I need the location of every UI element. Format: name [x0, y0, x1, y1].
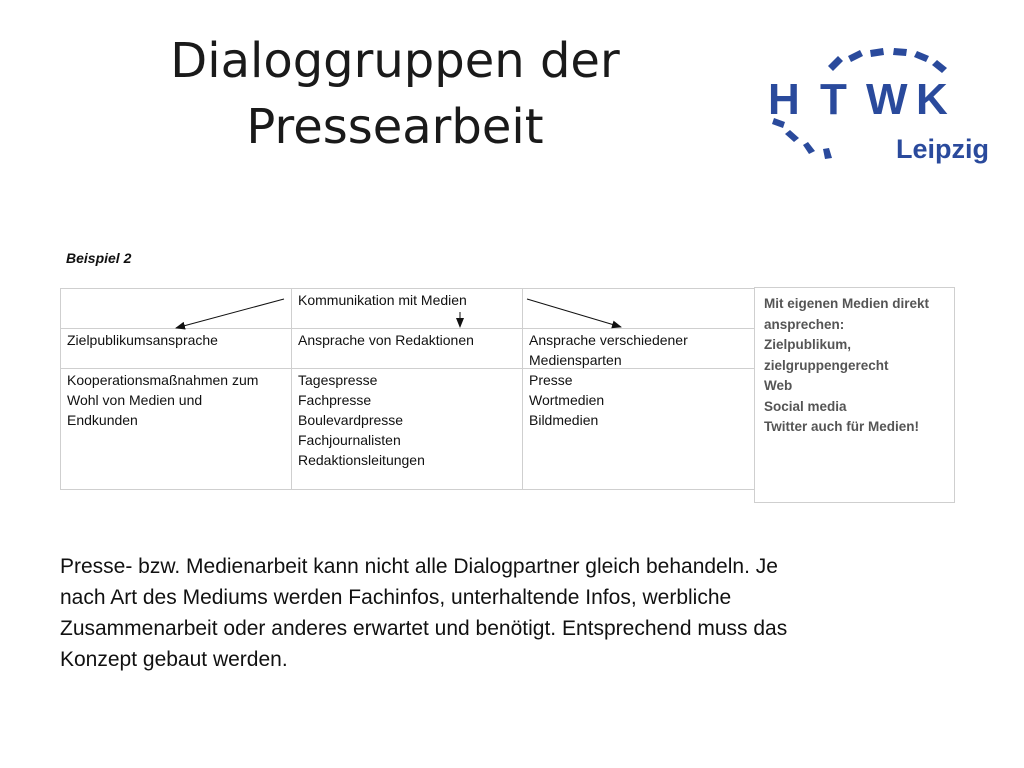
table-border-row1 — [60, 328, 754, 329]
logo-letter-t: T — [820, 75, 847, 124]
cell-kooperation — [67, 370, 258, 430]
table-border-bottom — [60, 489, 754, 490]
cell-mediensparten — [529, 330, 688, 370]
note-line: zielgruppengerecht — [764, 357, 889, 373]
logo-arc-dash — [893, 48, 907, 56]
dialog-groups-table — [60, 288, 754, 490]
htwk-leipzig-logo — [766, 44, 992, 166]
note-line: Mit eigenen Medien direkt — [764, 296, 930, 311]
logo-letter-h: H — [768, 75, 800, 124]
list-item: Fachpresse — [298, 392, 372, 408]
example-label: Beispiel 2 — [66, 250, 132, 266]
paragraph-line: nach Art des Mediums werden Fachinfos, unterhaltende Infos, werbliche — [60, 586, 732, 609]
own-media-note — [754, 287, 955, 503]
cell-mediensparten-line1: Ansprache verschiedener — [529, 332, 688, 348]
logo-arc-dash — [914, 51, 929, 62]
list-item: Kooperationsmaßnahmen zum — [67, 372, 259, 388]
cell-zielpublikum: Zielpublikumsansprache — [67, 332, 218, 348]
logo-arc-dash — [828, 56, 843, 71]
note-line: Zielpublikum, — [764, 337, 852, 352]
title-line-2: Pressearbeit — [246, 99, 544, 155]
logo-arc-dash — [870, 48, 884, 57]
logo-letter-w: W — [866, 75, 908, 124]
list-item: Endkunden — [67, 412, 138, 428]
table-divider-1 — [291, 288, 292, 490]
logo-letters — [768, 75, 989, 164]
cell-presse-typen — [298, 370, 425, 470]
paragraph-line: Zusammenarbeit oder anderes erwartet und benötigt. Entsprechend muss das — [60, 617, 788, 640]
list-item: Bildmedien — [529, 412, 599, 428]
logo-arc-dash — [803, 142, 815, 154]
list-item: Fachjournalisten — [298, 432, 401, 448]
body-paragraph — [60, 551, 960, 675]
logo-arc-dash — [932, 60, 947, 73]
cell-mediensparten-line2: Mediensparten — [529, 352, 622, 368]
logo-letter-k: K — [916, 75, 948, 124]
list-item: Wohl von Medien und — [67, 392, 203, 408]
note-line: ansprechen: — [764, 316, 845, 332]
list-item: Boulevardpresse — [298, 412, 404, 428]
slide-title — [130, 28, 660, 160]
note-line: Social media — [764, 398, 847, 414]
header-kommunikation: Kommunikation mit Medien — [298, 292, 467, 308]
list-item: Wortmedien — [529, 392, 605, 408]
paragraph-line: Presse- bzw. Medienarbeit kann nicht alle Dialogpartner gleich behandeln. Je — [60, 555, 778, 578]
logo-arc-dash — [785, 130, 799, 142]
list-item: Redaktionsleitungen — [298, 452, 425, 468]
note-line: Twitter auch für Medien! — [764, 419, 920, 434]
table-divider-2 — [522, 288, 523, 490]
logo-city: Leipzig — [896, 134, 989, 164]
paragraph-line: Konzept gebaut werden. — [60, 648, 288, 671]
table-border-top — [60, 288, 754, 289]
title-line-1: Dialoggruppen der — [170, 33, 620, 89]
list-item: Tagespresse — [298, 372, 378, 388]
logo-arc-dash — [848, 50, 863, 62]
note-line: Web — [764, 378, 793, 393]
cell-medien-typen — [529, 370, 604, 430]
table-border-left — [60, 288, 61, 490]
logo-arc-dash — [823, 148, 832, 159]
list-item: Presse — [529, 372, 573, 388]
cell-redaktionen: Ansprache von Redaktionen — [298, 332, 474, 348]
